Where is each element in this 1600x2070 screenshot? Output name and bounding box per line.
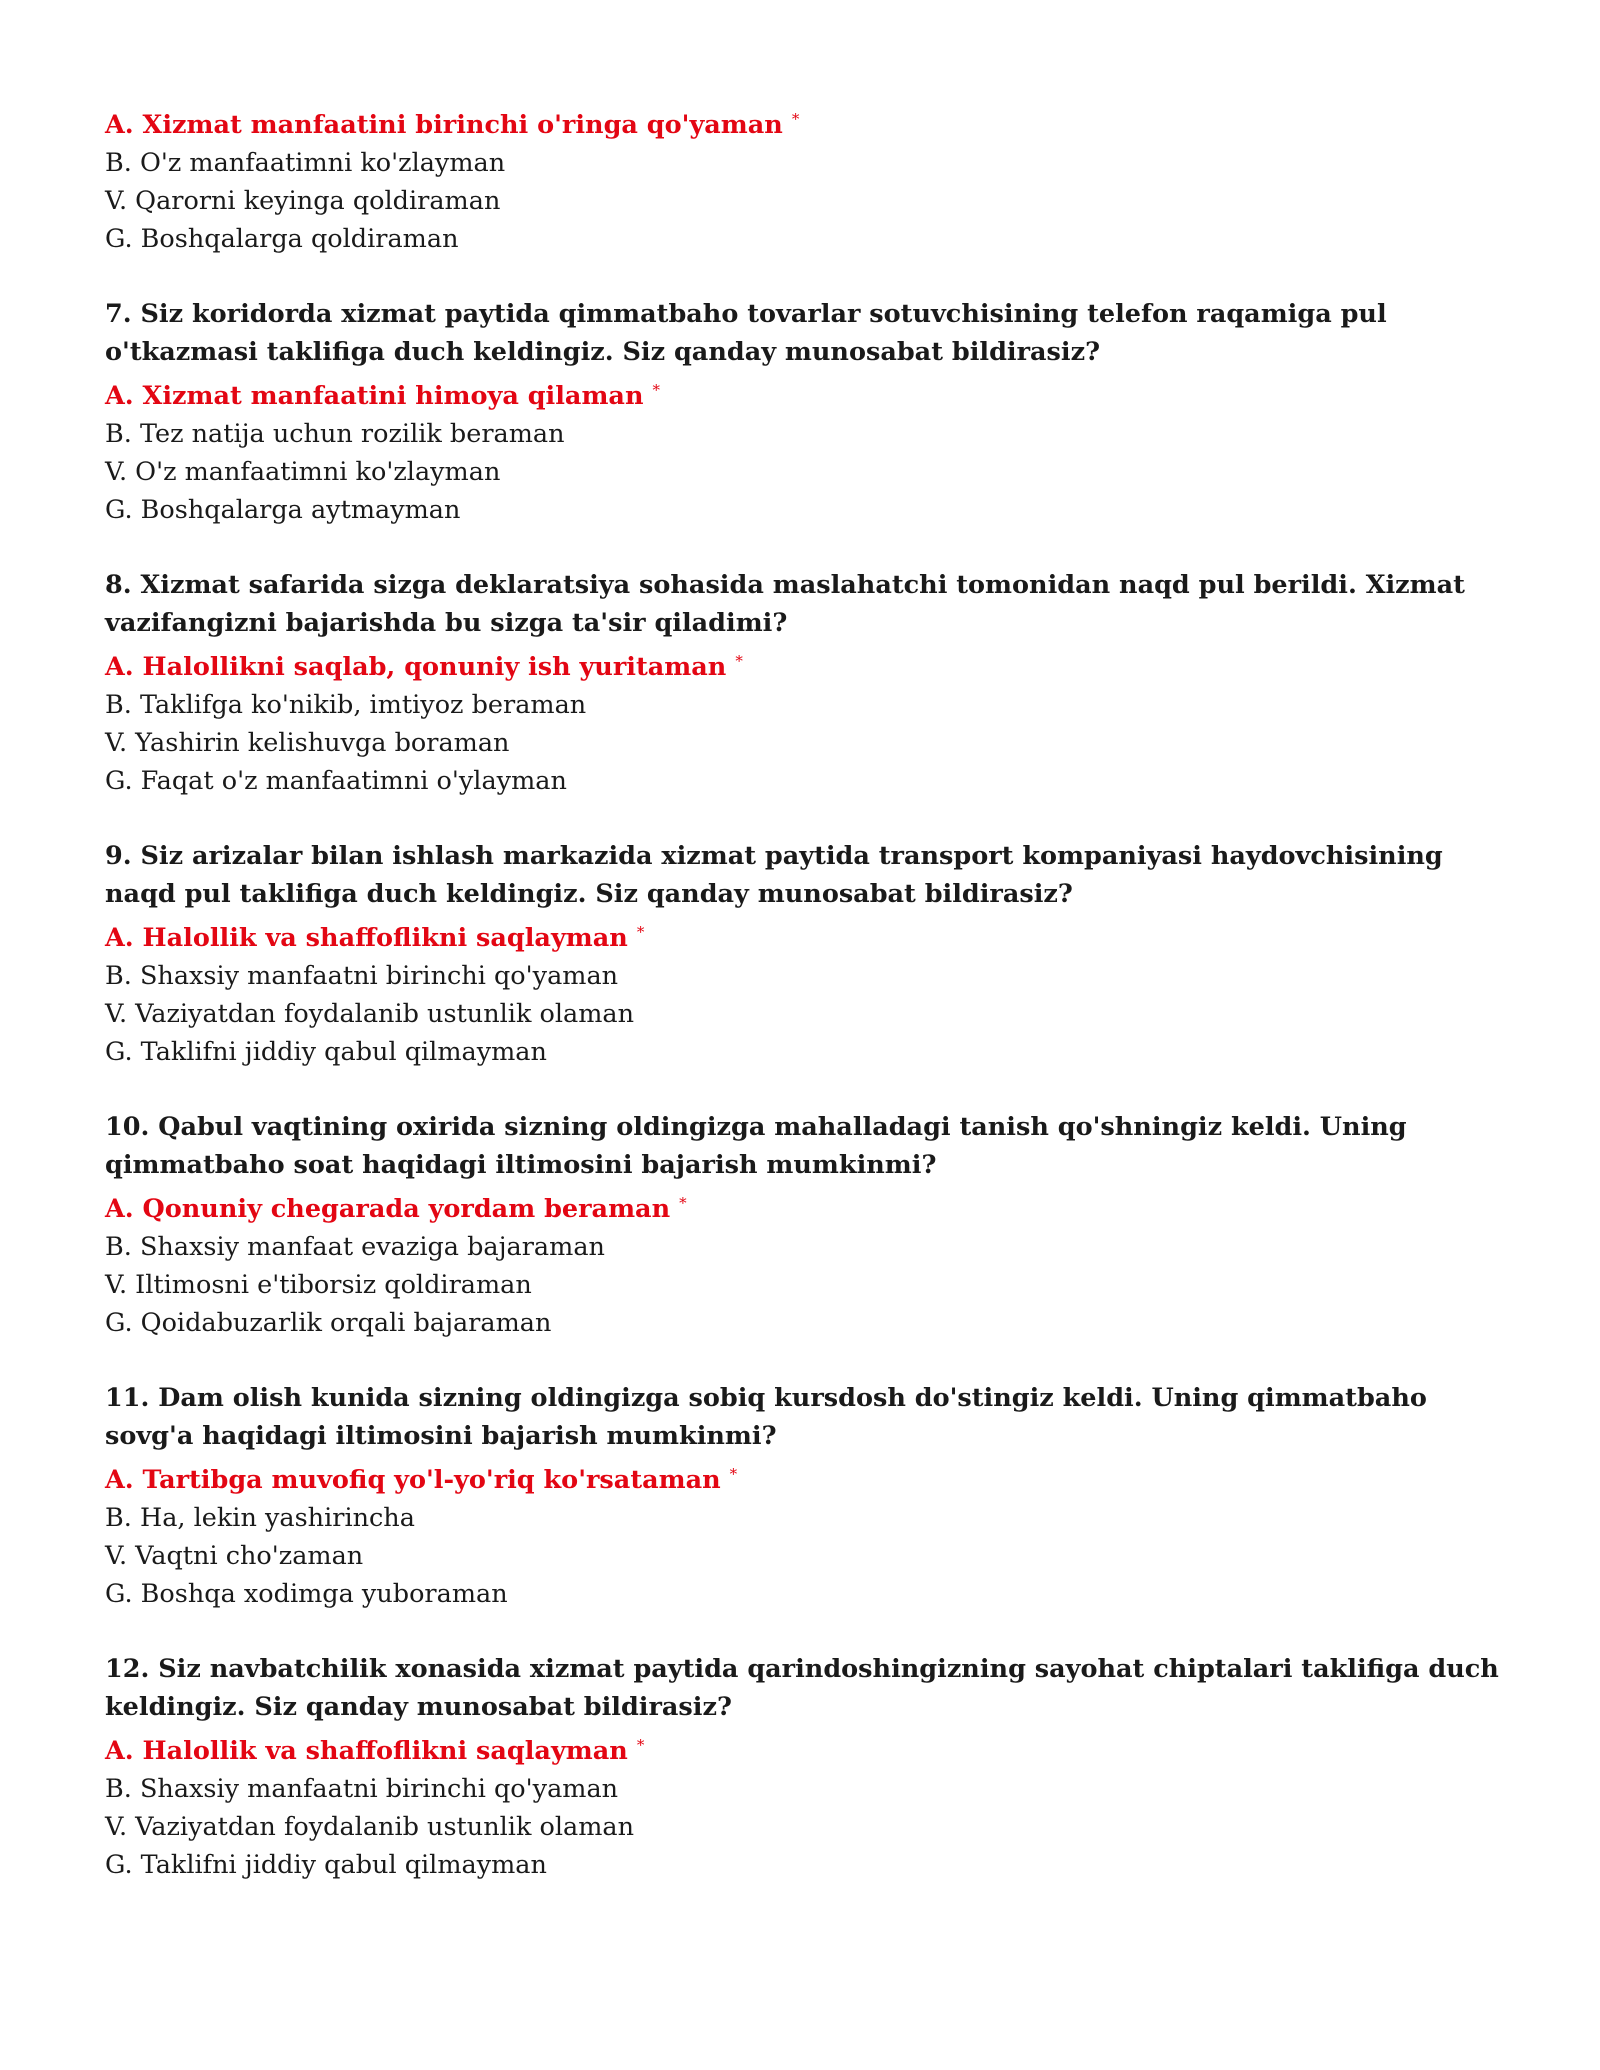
answer-option-v: V. Qarorni keyinga qoldiraman <box>105 186 501 216</box>
question-block-9 <box>105 837 1505 1071</box>
answer-option-b: B. Ha, lekin yashirincha <box>105 1503 415 1533</box>
answer-option-g: G. Qoidabuzarlik orqali bajaraman <box>105 1308 552 1338</box>
answer-option-b: B. Taklifga ko'nikib, imtiyoz beraman <box>105 690 587 720</box>
answer-option-g: G. Faqat o'z manfaatimni o'ylayman <box>105 766 567 796</box>
quiz-content <box>105 100 1505 1921</box>
correct-marker: * <box>636 1736 645 1754</box>
question-text: 11. Dam olish kunida sizning oldingizga sobiq kursdosh do'stingiz keldi. Uning qimmatbaho sovg'a haqidagi iltimosini bajarish mumkinmi? <box>105 1383 1427 1451</box>
answer-option-v: V. Vaqtni cho'zaman <box>105 1541 364 1571</box>
answer-option-b: B. Shaxsiy manfaatni birinchi qo'yaman <box>105 961 619 991</box>
answer-option-v: V. Iltimosni e'tiborsiz qoldiraman <box>105 1270 532 1300</box>
question-block-6 <box>105 100 1505 258</box>
answer-option-v: V. Vaziyatdan foydalanib ustunlik olaman <box>105 1812 635 1842</box>
answer-option-g: G. Taklifni jiddiy qabul qilmayman <box>105 1037 547 1067</box>
correct-marker: * <box>636 923 645 941</box>
correct-marker: * <box>729 1465 738 1483</box>
answer-option-a-correct: A. Tartibga muvofiq yo'l-yo'riq ko'rsataman * <box>105 1465 738 1495</box>
question-text: 10. Qabul vaqtining oxirida sizning oldingizga mahalladagi tanish qo'shningiz keldi. Uning qimmatbaho soat haqidagi iltimosini bajarish mumkinmi? <box>105 1112 1407 1180</box>
correct-marker: * <box>735 652 743 670</box>
answer-option-a-correct: A. Halollik va shaffoflikni saqlayman * <box>105 1736 645 1766</box>
answer-option-g: G. Boshqa xodimga yuboraman <box>105 1579 508 1609</box>
answer-option-v: V. O'z manfaatimni ko'zlayman <box>105 457 501 487</box>
question-block-8 <box>105 566 1505 800</box>
answer-option-a-correct: A. Xizmat manfaatini himoya qilaman * <box>105 381 660 411</box>
question-block-11 <box>105 1379 1505 1613</box>
answer-option-b: B. Shaxsiy manfaat evaziga bajaraman <box>105 1232 605 1262</box>
answer-option-a-correct: A. Xizmat manfaatini birinchi o'ringa qo'yaman * <box>105 110 800 140</box>
question-block-12 <box>105 1650 1505 1884</box>
correct-marker: * <box>679 1194 687 1212</box>
answer-option-g: G. Boshqalarga aytmayman <box>105 495 461 525</box>
answer-option-a-correct: A. Qonuniy chegarada yordam beraman * <box>105 1194 687 1224</box>
question-text: 12. Siz navbatchilik xonasida xizmat paytida qarindoshingizning sayohat chiptalari taklifiga duch keldingiz. Siz qanday munosabat bildirasiz? <box>105 1654 1499 1722</box>
question-text: 8. Xizmat safarida sizga deklaratsiya sohasida maslahatchi tomonidan naqd pul berildi. Xizmat vazifangizni bajarishda bu sizga ta'sir qiladimi? <box>105 570 1465 638</box>
answer-option-b: B. O'z manfaatimni ko'zlayman <box>105 148 506 178</box>
answer-option-b: B. Tez natija uchun rozilik beraman <box>105 419 565 449</box>
question-text: 9. Siz arizalar bilan ishlash markazida xizmat paytida transport kompaniyasi haydovchisining naqd pul taklifiga duch keldingiz. Siz qanday munosabat bildirasiz? <box>105 841 1443 909</box>
answer-option-a-correct: A. Halollik va shaffoflikni saqlayman * <box>105 923 645 953</box>
answer-option-b: B. Shaxsiy manfaatni birinchi qo'yaman <box>105 1774 619 1804</box>
answer-option-v: V. Vaziyatdan foydalanib ustunlik olaman <box>105 999 635 1029</box>
question-block-10 <box>105 1108 1505 1342</box>
answer-option-g: G. Boshqalarga qoldiraman <box>105 224 459 254</box>
answer-option-a-correct: A. Halollikni saqlab, qonuniy ish yuritaman * <box>105 652 743 682</box>
question-text: 7. Siz koridorda xizmat paytida qimmatbaho tovarlar sotuvchisining telefon raqamiga pul o'tkazmasi taklifiga duch keldingiz. Siz qanday munosabat bildirasiz? <box>105 299 1387 367</box>
answer-option-v: V. Yashirin kelishuvga boraman <box>105 728 510 758</box>
correct-marker: * <box>791 110 800 128</box>
question-block-7 <box>105 295 1505 529</box>
correct-marker: * <box>652 381 660 399</box>
answer-option-g: G. Taklifni jiddiy qabul qilmayman <box>105 1850 547 1880</box>
